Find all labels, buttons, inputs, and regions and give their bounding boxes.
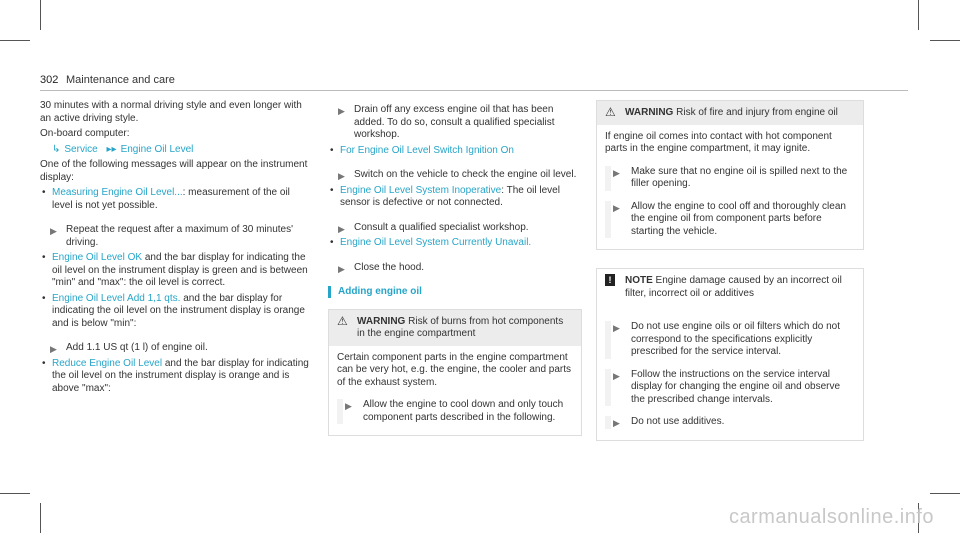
step-item bbox=[40, 224, 312, 249]
step-bar bbox=[337, 399, 343, 424]
step-item bbox=[328, 222, 582, 235]
path-service[interactable]: Service bbox=[64, 143, 98, 155]
list-item bbox=[40, 187, 312, 212]
message-add[interactable]: Engine Oil Level Add 1,1 qts. bbox=[52, 292, 181, 304]
message-measuring-text: : measurement of the oil level is not yet possible. bbox=[52, 187, 290, 211]
list-item bbox=[40, 293, 312, 331]
message-reduce[interactable]: Reduce Engine Oil Level bbox=[52, 357, 163, 369]
step-arrow-icon: ▶ bbox=[50, 226, 57, 236]
page-number: 302 bbox=[40, 74, 59, 86]
note-header bbox=[597, 269, 863, 305]
crop-mark bbox=[0, 40, 30, 41]
warning-label: WARNING bbox=[625, 107, 674, 118]
crop-mark bbox=[40, 503, 41, 533]
note-box bbox=[596, 268, 864, 441]
list-item bbox=[328, 185, 582, 210]
exclamation-icon: ! bbox=[605, 274, 615, 286]
list-item bbox=[40, 252, 312, 290]
header-divider bbox=[40, 90, 908, 91]
crop-mark bbox=[918, 0, 919, 30]
step-item bbox=[605, 166, 855, 191]
message-ok[interactable]: Engine Oil Level OK bbox=[52, 252, 143, 263]
step-text: Follow the instructions on the service interval display for changing the engine oil and observe the prescribed change intervals. bbox=[631, 368, 841, 405]
messages-intro: One of the following messages will appear on the instrument display: bbox=[40, 159, 308, 183]
step-item bbox=[337, 399, 573, 424]
step-text: Do not use additives. bbox=[631, 416, 725, 427]
message-add-text: and the bar display for indicating the oil level on the instrument display is orange and is below "min": bbox=[52, 292, 305, 329]
step-arrow-icon: ▶ bbox=[50, 344, 57, 354]
crop-mark bbox=[0, 493, 30, 494]
step-item bbox=[605, 416, 855, 429]
crop-mark bbox=[930, 493, 960, 494]
step-text: Switch on the vehicle to check the engine oil level. bbox=[354, 169, 577, 180]
warning-triangle-icon: ⚠ bbox=[337, 313, 348, 328]
step-text: Allow the engine to cool off and thoroughly clean the engine oil from component parts before starting the vehicle. bbox=[631, 200, 846, 237]
path-engine-oil-level[interactable]: Engine Oil Level bbox=[120, 143, 194, 155]
message-reduce-text: and the bar display for indicating the oil level on the instrument display is orange and is above "max": bbox=[52, 357, 309, 394]
step-bar bbox=[605, 416, 611, 429]
section-heading: Adding engine oil bbox=[328, 286, 582, 299]
step-arrow-icon: ▶ bbox=[338, 106, 345, 116]
step-text: Consult a qualified specialist workshop. bbox=[354, 221, 529, 233]
path-arrow-icon: ↳ bbox=[52, 143, 61, 155]
note-body bbox=[597, 305, 863, 440]
step-item bbox=[328, 169, 582, 182]
step-item bbox=[328, 262, 582, 275]
message-system-inoperative-text: : The oil level sensor is defective or not connected. bbox=[340, 184, 560, 208]
note-label: NOTE bbox=[625, 275, 653, 286]
step-text: Drain off any excess engine oil that has been added. To do so, consult a qualified specialist workshop. bbox=[354, 104, 555, 140]
menu-path bbox=[40, 144, 312, 157]
page-section-title: Maintenance and care bbox=[66, 74, 175, 86]
step-item bbox=[40, 342, 312, 355]
step-arrow-icon: ▶ bbox=[613, 202, 620, 213]
step-item bbox=[605, 201, 855, 239]
step-bar bbox=[605, 321, 611, 359]
intro-text: 30 minutes with a normal driving style and even longer with an active driving style. bbox=[40, 100, 302, 124]
list-item bbox=[328, 145, 582, 158]
onboard-label: On-board computer: bbox=[40, 128, 130, 139]
crop-mark bbox=[930, 40, 960, 41]
warning-title: Risk of fire and injury from engine oil bbox=[673, 107, 838, 118]
warning-body bbox=[597, 125, 863, 250]
message-currently-unavailable[interactable]: Engine Oil Level System Currently Unavail. bbox=[340, 237, 532, 248]
step-text: Close the hood. bbox=[354, 261, 425, 273]
warning-box bbox=[328, 309, 582, 437]
warning-box bbox=[596, 100, 864, 250]
step-arrow-icon: ▶ bbox=[338, 223, 345, 234]
step-item bbox=[328, 104, 582, 142]
step-item bbox=[605, 321, 855, 359]
message-system-inoperative[interactable]: Engine Oil Level System Inoperative bbox=[340, 184, 502, 196]
step-arrow-icon: ▶ bbox=[613, 167, 620, 178]
step-text: Do not use engine oils or oil filters which do not correspond to the specifications explicitly prescribed for the service interval. bbox=[631, 321, 841, 357]
warning-triangle-icon: ⚠ bbox=[605, 105, 616, 119]
path-forward-icon: ▸▸ bbox=[106, 143, 117, 155]
step-bar bbox=[605, 201, 611, 239]
step-text: Allow the engine to cool down and only touch component parts described in the following. bbox=[363, 399, 564, 423]
step-arrow-icon: ▶ bbox=[338, 171, 345, 181]
step-arrow-icon: ▶ bbox=[345, 401, 352, 411]
step-arrow-icon: ▶ bbox=[613, 370, 620, 381]
warning-text: Certain component parts in the engine compartment can be very hot, e.g. the engine, the cooler and parts of the exhaust system. bbox=[337, 351, 572, 388]
watermark: carmanualsonline.info bbox=[728, 506, 934, 528]
step-bar bbox=[605, 166, 611, 191]
step-arrow-icon: ▶ bbox=[613, 418, 620, 428]
step-arrow-icon: ▶ bbox=[613, 323, 620, 333]
warning-label: WARNING bbox=[357, 315, 406, 327]
warning-title: Risk of burns from hot components in the engine compartment bbox=[357, 315, 564, 339]
note-title: Engine damage caused by an incorrect oil filter, incorrect oil or additives bbox=[625, 275, 842, 299]
step-text: Add 1.1 US qt (1 l) of engine oil. bbox=[66, 342, 208, 353]
warning-header bbox=[329, 310, 581, 346]
message-switch-ignition[interactable]: For Engine Oil Level Switch Ignition On bbox=[340, 144, 514, 156]
warning-body bbox=[329, 346, 581, 436]
message-ok-text: and the bar display for indicating the oil level on the instrument display is green and is between "min" and "max": the oil level is correct. bbox=[52, 252, 308, 288]
message-measuring[interactable]: Measuring Engine Oil Level... bbox=[52, 187, 183, 198]
column-1 bbox=[40, 100, 312, 398]
warning-text: If engine oil comes into contact with hot component parts in the engine compartment, it may ignite. bbox=[605, 130, 832, 154]
column-3 bbox=[596, 100, 864, 441]
step-bar bbox=[605, 369, 611, 407]
column-2 bbox=[328, 100, 582, 436]
list-item bbox=[40, 358, 312, 396]
step-arrow-icon: ▶ bbox=[338, 263, 345, 274]
warning-header bbox=[597, 101, 863, 125]
step-text: Repeat the request after a maximum of 30 minutes' driving. bbox=[66, 224, 294, 248]
crop-mark bbox=[40, 0, 41, 30]
step-text: Make sure that no engine oil is spilled next to the filler opening. bbox=[631, 165, 848, 189]
list-item bbox=[328, 237, 582, 250]
step-item bbox=[605, 369, 855, 407]
